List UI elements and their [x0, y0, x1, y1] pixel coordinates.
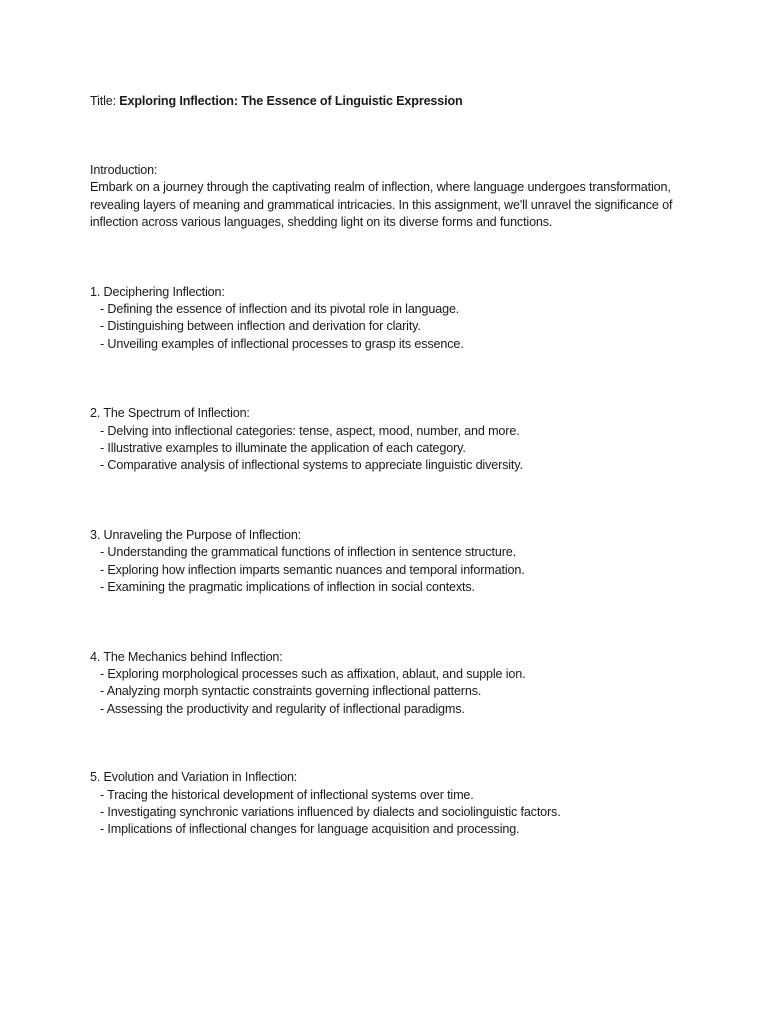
- section-purpose-of-inflection: [90, 527, 690, 597]
- bullet-item: - Tracing the historical development of inflectional systems over time.: [100, 787, 474, 802]
- bullet-item: - Delving into inflectional categories: tense, aspect, mood, number, and more.: [100, 423, 520, 438]
- bullet-item: - Implications of inflectional changes for language acquisition and processing.: [100, 822, 520, 837]
- bullet-item: - Illustrative examples to illuminate the application of each category.: [100, 441, 466, 456]
- section-spectrum-of-inflection: [90, 405, 690, 475]
- section-bullet-list: [90, 301, 690, 353]
- bullet-item: - Exploring how inflection imparts semantic nuances and temporal information.: [100, 562, 525, 577]
- bullet-item: - Understanding the grammatical functions of inflection in sentence structure.: [100, 545, 517, 560]
- bullet-item: - Comparative analysis of inflectional systems to appreciate linguistic diversity.: [100, 458, 523, 473]
- section-evolution-and-variation: [90, 769, 690, 839]
- section-bullet-list: [90, 666, 690, 718]
- introduction-paragraph: Embark on a journey through the captivating realm of inflection, where language undergoes transformation, revealing layers of meaning and grammatical intricacies. In this assignment, we'll unravel the significance of inflection across various languages, shedding light on its diverse forms and functions.: [90, 180, 673, 230]
- bullet-item: - Defining the essence of inflection and its pivotal role in language.: [100, 302, 460, 317]
- section-heading: 5. Evolution and Variation in Inflection:: [90, 770, 298, 785]
- section-mechanics-behind-inflection: [90, 649, 690, 719]
- document-title: [90, 93, 690, 111]
- bullet-item: - Exploring morphological processes such as affixation, ablaut, and supple ion.: [100, 666, 526, 681]
- section-heading: 2. The Spectrum of Inflection:: [90, 406, 250, 421]
- bullet-item: - Distinguishing between inflection and derivation for clarity.: [100, 319, 421, 334]
- document-body: [90, 93, 690, 839]
- section-bullet-list: [90, 544, 690, 596]
- bullet-item: - Investigating synchronic variations influenced by dialects and sociolinguistic factors.: [100, 804, 561, 819]
- section-heading: 3. Unraveling the Purpose of Inflection:: [90, 527, 302, 542]
- bullet-item: - Unveiling examples of inflectional processes to grasp its essence.: [100, 336, 464, 351]
- title-text: Exploring Inflection: The Essence of Linguistic Expression: [119, 94, 463, 108]
- section-bullet-list: [90, 787, 690, 839]
- bullet-item: - Examining the pragmatic implications of inflection in social contexts.: [100, 580, 475, 595]
- bullet-item: - Analyzing morph syntactic constraints governing inflectional patterns.: [100, 684, 482, 699]
- section-deciphering-inflection: [90, 284, 690, 354]
- section-heading: 1. Deciphering Inflection:: [90, 284, 225, 299]
- section-heading: 4. The Mechanics behind Inflection:: [90, 649, 283, 664]
- bullet-item: - Assessing the productivity and regularity of inflectional paradigms.: [100, 701, 465, 716]
- introduction-heading: Introduction:: [90, 163, 158, 177]
- section-bullet-list: [90, 423, 690, 475]
- introduction: [90, 162, 690, 232]
- title-prefix: Title:: [90, 94, 120, 108]
